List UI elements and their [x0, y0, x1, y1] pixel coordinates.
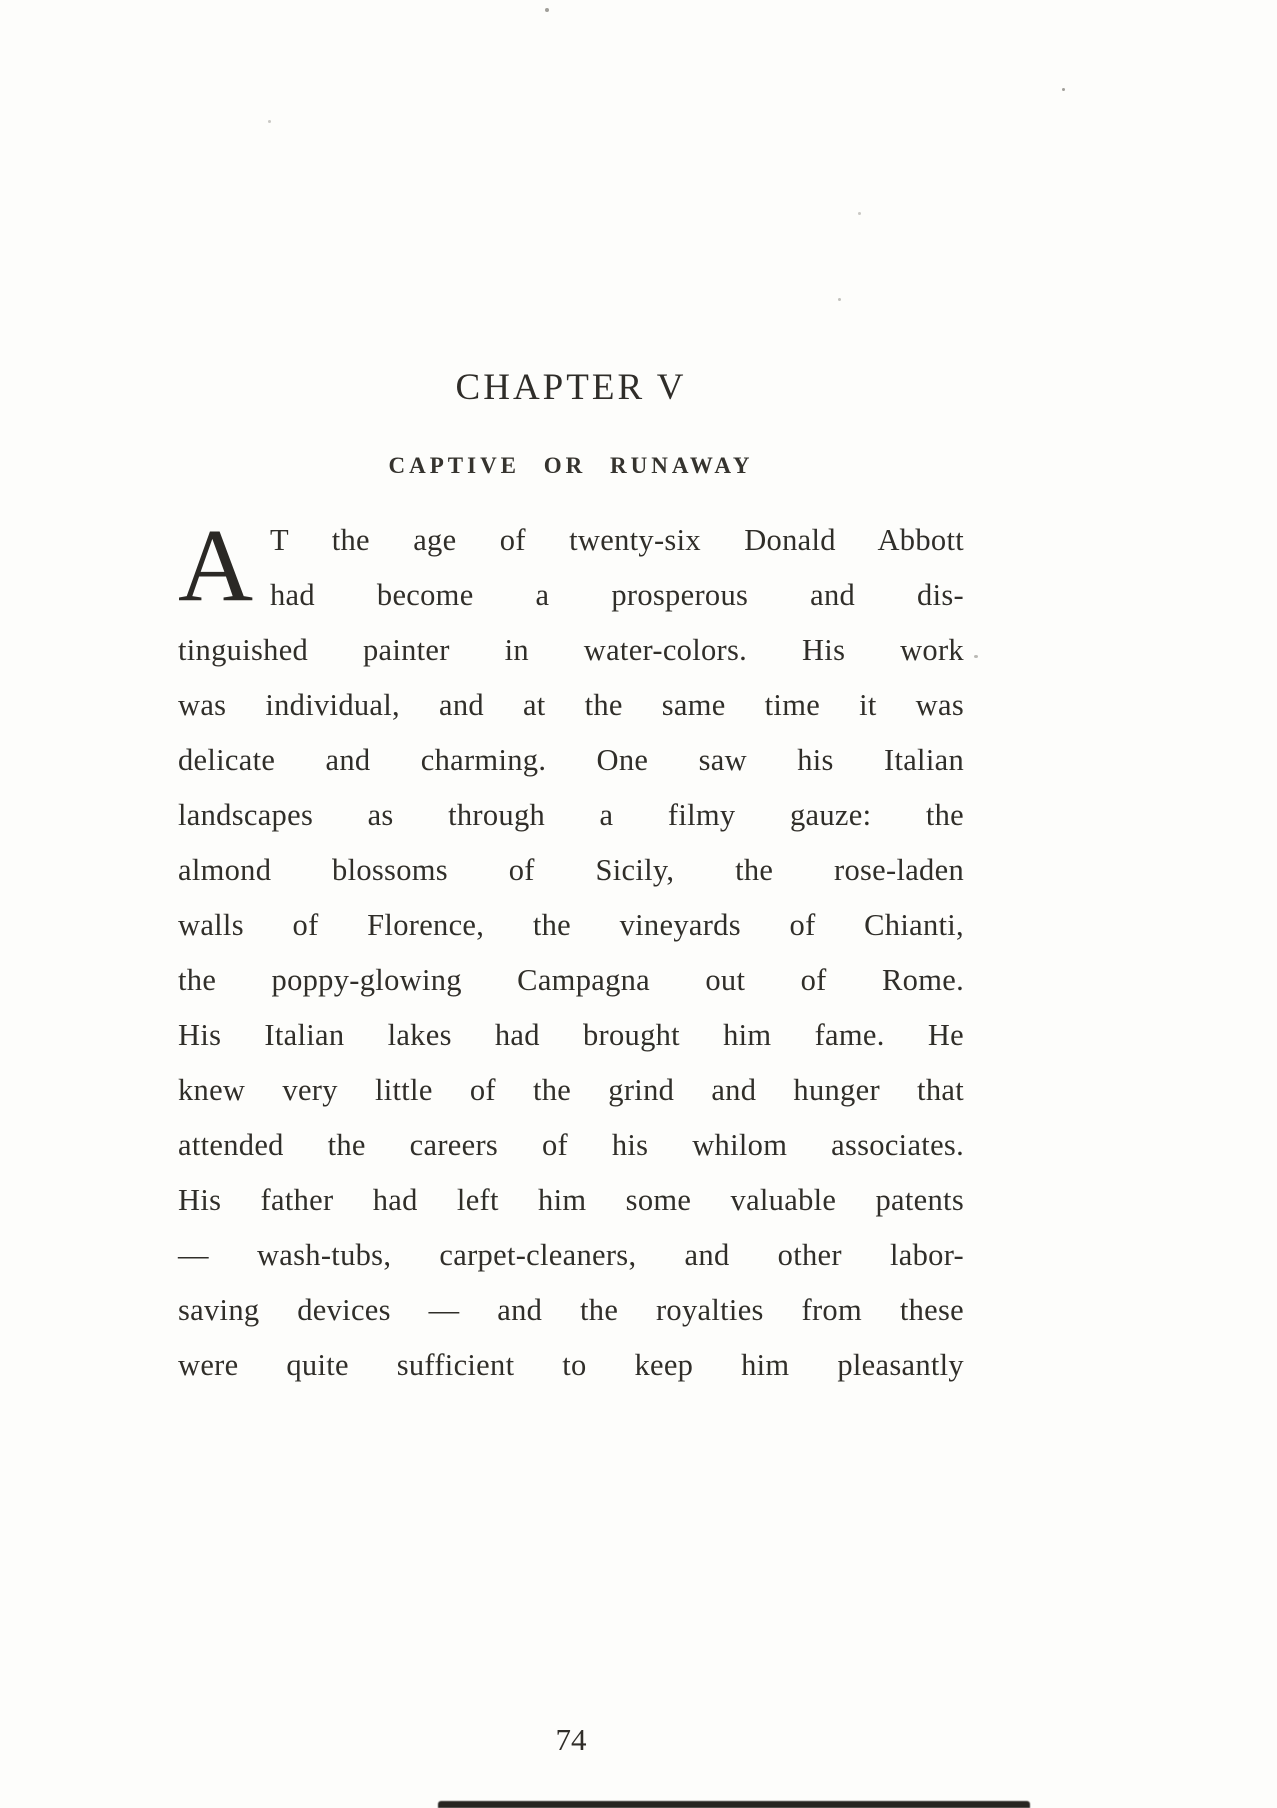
chapter-heading: CHAPTER V: [455, 367, 687, 408]
text-line: His father had left him some valuable patents: [178, 1183, 964, 1217]
text-line: delicate and charming. One saw his Italian: [178, 743, 964, 777]
scan-speck: [858, 212, 861, 215]
text-line: had become a prosperous and dis-: [270, 578, 964, 612]
text-line: was individual, and at the same time it was: [178, 688, 964, 722]
body-paragraph: [178, 508, 964, 1393]
scan-artifact-bar: [438, 1801, 1030, 1808]
scan-speck: [545, 8, 549, 12]
scan-speck: [1062, 88, 1065, 91]
chapter-subtitle: CAPTIVE OR RUNAWAY: [388, 453, 754, 478]
page-number: 74: [555, 1722, 587, 1757]
scan-speck: [268, 120, 271, 123]
text-line: the poppy-glowing Campagna out of Rome.: [178, 963, 964, 997]
scan-speck: [838, 298, 841, 301]
text-line: — wash-tubs, carpet-cleaners, and other labor-: [178, 1238, 964, 1272]
text-line: His Italian lakes had brought him fame. He: [178, 1018, 964, 1052]
text-line: were quite sufficient to keep him pleasantly: [178, 1348, 964, 1382]
text-line: T the age of twenty-six Donald Abbott: [270, 523, 964, 557]
text-line: walls of Florence, the vineyards of Chianti,: [178, 908, 964, 942]
text-line: knew very little of the grind and hunger that: [178, 1073, 964, 1107]
text-line: landscapes as through a filmy gauze: the: [178, 798, 964, 832]
drop-cap-letter: A: [178, 508, 254, 623]
text-line: saving devices — and the royalties from these: [178, 1293, 964, 1327]
text-line: attended the careers of his whilom associates.: [178, 1128, 964, 1162]
text-line: tinguished painter in water-colors. His work: [178, 633, 964, 667]
scan-speck: [974, 655, 978, 658]
text-line: almond blossoms of Sicily, the rose-laden: [178, 853, 964, 887]
